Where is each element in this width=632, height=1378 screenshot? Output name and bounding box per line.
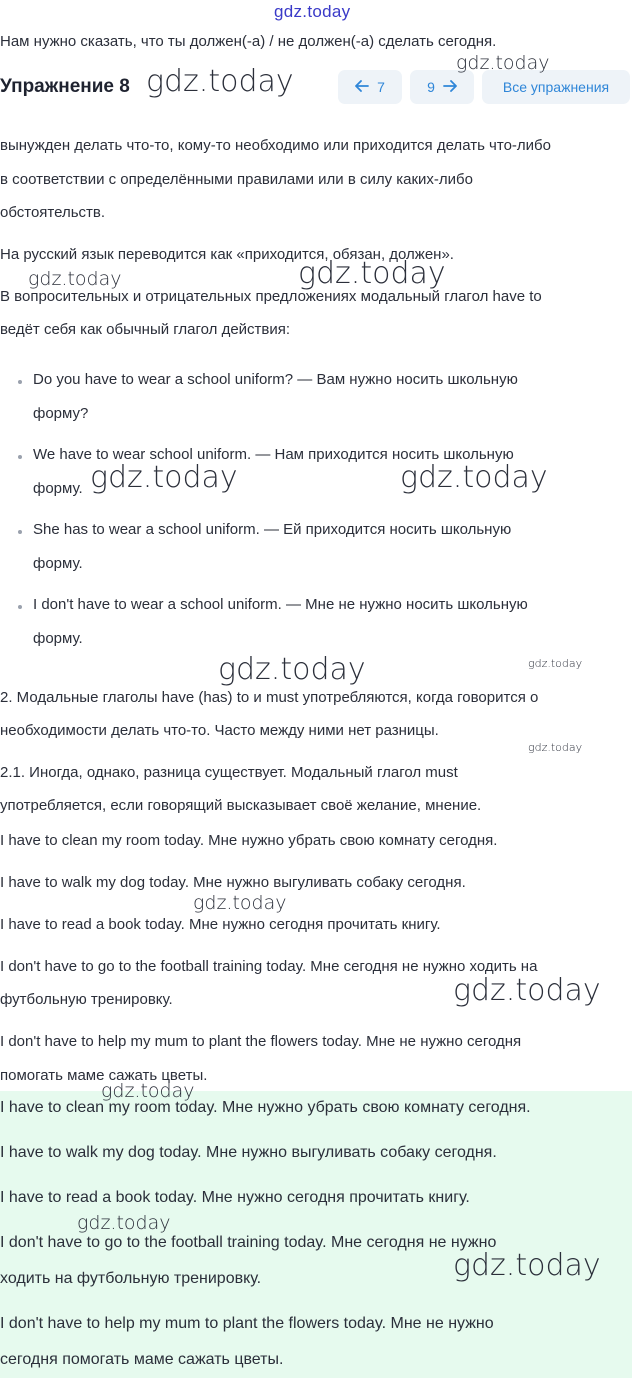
bullet-dot [18,380,22,384]
example-line: I don't have to help my mum to plant the flowers today. Мне не нужно сегодня [0,1033,522,1050]
theory-p5-line: употребляется, если говорящий высказывает своё желание, мнение. [0,797,482,814]
watermark: gdz.today [453,973,601,1008]
theory-p1-line: в соответствии с определёнными правилами или в силу каких-либо [0,171,473,188]
next-exercise-button[interactable] [410,70,474,104]
prev-exercise-button[interactable] [338,70,402,104]
watermark: gdz.today [146,64,294,99]
example-line: футбольную тренировку. [0,991,173,1008]
arrow-left-icon [355,79,369,95]
bullet-item-line: I don't have to wear a school uniform. — Мне не нужно носить школьную [33,596,528,613]
watermark: gdz.today [528,657,583,670]
bullet-item-line: форму. [33,555,83,572]
bullet-item-line: форму. [33,630,83,647]
watermark: gdz.today [456,52,550,74]
example-line: I have to read a book today. Мне нужно сегодня прочитать книгу. [0,916,441,933]
watermark: gdz.today [90,460,238,495]
watermark-top: gdz.today [274,2,351,21]
watermark: gdz.today [528,741,583,754]
answer-line: I have to read a book today. Мне нужно сегодня прочитать книгу. [0,1189,470,1206]
answer-line: сегодня помогать маме сажать цветы. [0,1351,284,1368]
arrow-right-icon [443,79,457,95]
all-exercises-button[interactable] [482,70,630,104]
watermark: gdz.today [218,652,366,687]
intro-text: Нам нужно сказать, что ты должен(-а) / не должен(-а) сделать сегодня. [0,33,497,50]
watermark: gdz.today [193,892,287,914]
bullet-dot [18,530,22,534]
answer-line: I have to clean my room today. Мне нужно убрать свою комнату сегодня. [0,1099,531,1116]
prev-exercise-label: 7 [377,79,385,95]
bullet-dot [18,455,22,459]
all-exercises-label: Все упражнения [502,79,610,95]
bullet-item-line: форму? [33,405,89,422]
example-line: I have to clean my room today. Мне нужно убрать свою комнату сегодня. [0,832,498,849]
bullet-item-line: We have to wear school uniform. — Нам приходится носить школьную [33,446,514,463]
bullet-item-line: Do you have to wear a school uniform? — Вам нужно носить школьную [33,371,518,388]
example-line: I have to walk my dog today. Мне нужно выгуливать собаку сегодня. [0,874,466,891]
next-exercise-label: 9 [427,79,435,95]
theory-p2: На русский язык переводится как «приходится, обязан, должен». [0,246,454,263]
theory-p5-line: 2.1. Иногда, однако, разница существует. Модальный глагол must [0,764,458,781]
watermark: gdz.today [28,268,122,290]
watermark: gdz.today [298,256,446,291]
theory-p1-line: вынужден делать что-то, кому-то необходимо или приходится делать что-либо [0,137,551,154]
answer-line: ходить на футбольную тренировку. [0,1270,262,1287]
page-title: Упражнение 8 [0,76,130,97]
answer-line: I don't have to help my mum to plant the flowers today. Мне не нужно [0,1315,494,1332]
watermark: gdz.today [101,1080,195,1102]
example-line: I don't have to go to the football training today. Мне сегодня не нужно ходить на [0,958,538,975]
bullet-item-line: She has to wear a school uniform. — Ей приходится носить школьную [33,521,512,538]
watermark: gdz.today [453,1248,601,1283]
watermark: gdz.today [400,460,548,495]
example-line: помогать маме сажать цветы. [0,1067,208,1084]
watermark: gdz.today [77,1212,171,1234]
bullet-dot [18,605,22,609]
theory-p3-line: В вопросительных и отрицательных предложениях модальный глагол have to [0,288,542,305]
answer-line: I don't have to go to the football training today. Мне сегодня не нужно [0,1234,497,1251]
theory-p3-line: ведёт себя как обычный глагол действия: [0,321,291,338]
theory-p4-line: 2. Модальные глаголы have (has) to и must употребляются, когда говорится о [0,689,539,706]
theory-p1-line: обстоятельств. [0,204,106,221]
bullet-item-line: форму. [33,480,83,497]
answer-line: I have to walk my dog today. Мне нужно выгуливать собаку сегодня. [0,1144,497,1161]
theory-p4-line: необходимости делать что-то. Часто между ними нет разницы. [0,722,439,739]
